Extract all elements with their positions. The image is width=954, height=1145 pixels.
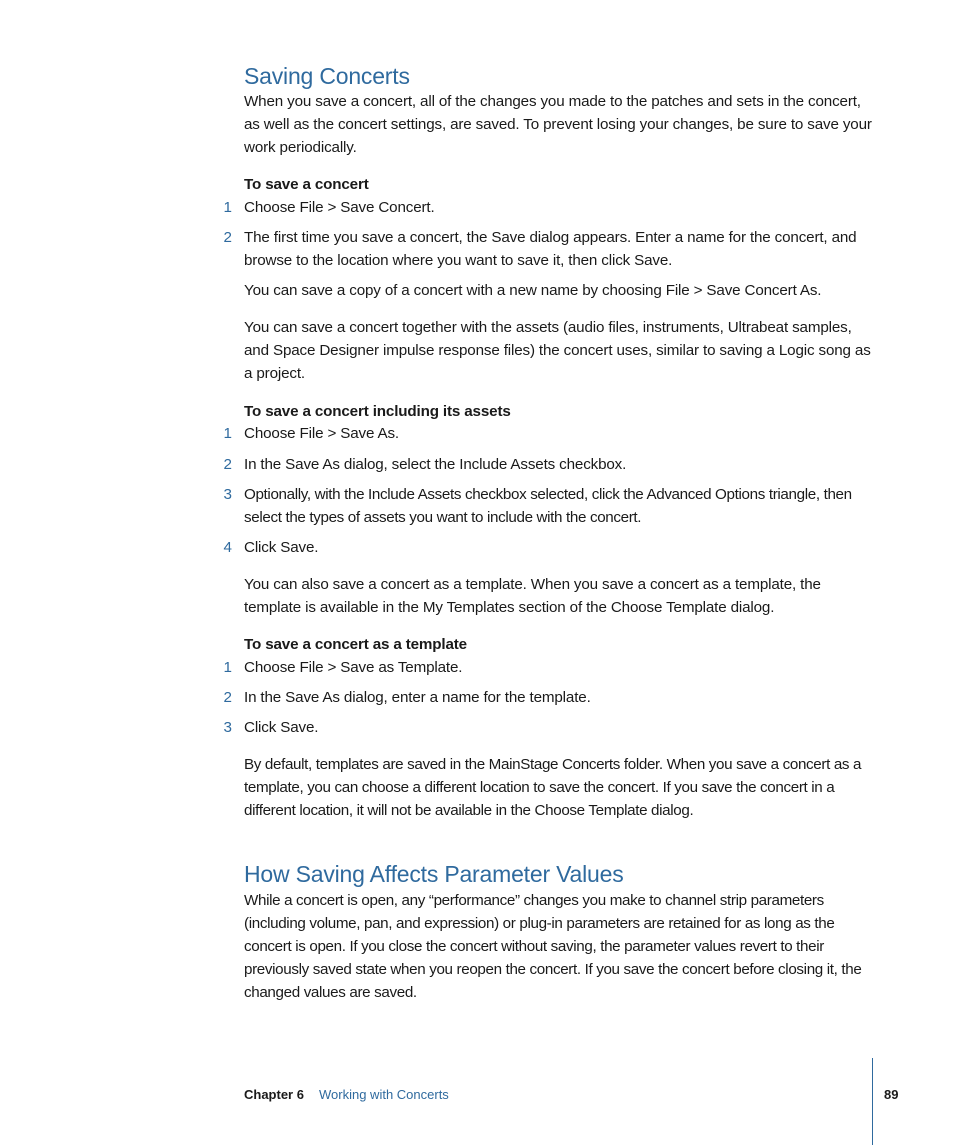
step-text: In the Save As dialog, enter a name for the template. xyxy=(244,689,591,706)
step-text: Choose File > Save As. xyxy=(244,425,399,442)
intro-paragraph: When you save a concert, all of the changes you made to the patches and sets in the concert, as well as the concert settings, are saved. To prevent losing your changes, be sure to save your work periodically. xyxy=(244,93,872,156)
task-title-save-with-assets: To save a concert including its assets xyxy=(244,403,511,420)
footer-chapter-title: Working with Concerts xyxy=(319,1087,449,1102)
step-text: In the Save As dialog, select the Include Assets checkbox. xyxy=(244,456,627,473)
step-text: The first time you save a concert, the Save dialog appears. Enter a name for the concert, and browse to the location where you want to save it, then click Save. xyxy=(244,229,857,269)
section-heading-saving-concerts: Saving Concerts xyxy=(244,63,410,89)
assets-intro-paragraph: You can save a concert together with the assets (audio files, instruments, Ultrabeat samples, and Space Designer impulse response files) the concert uses, similar to saving a Logic song as a project. xyxy=(244,319,871,382)
step-number: 3 xyxy=(223,719,232,736)
step-number: 2 xyxy=(223,689,232,706)
template-intro-paragraph: You can also save a concert as a template. When you save a concert as a template, the template is available in the My Templates section of the Choose Template dialog. xyxy=(244,576,821,616)
step-number: 2 xyxy=(223,456,232,473)
task-title-save-concert: To save a concert xyxy=(244,176,369,193)
step-number: 1 xyxy=(223,199,232,216)
step-note: You can save a copy of a concert with a new name by choosing File > Save Concert As. xyxy=(244,282,822,299)
page-number: 89 xyxy=(884,1087,899,1102)
step-number: 1 xyxy=(223,425,232,442)
step-text: Choose File > Save as Template. xyxy=(244,659,463,676)
task-title-save-as-template: To save a concert as a template xyxy=(244,636,467,653)
footer-divider xyxy=(872,1058,873,1145)
step-number: 1 xyxy=(223,659,232,676)
step-text: Choose File > Save Concert. xyxy=(244,199,435,216)
step-text: Click Save. xyxy=(244,539,319,556)
step-number: 4 xyxy=(223,539,232,556)
template-note-paragraph: By default, templates are saved in the MainStage Concerts folder. When you save a concert as a template, you can choose a different location to save the concert. If you save the concert in a different location, it will not be available in the Choose Template dialog. xyxy=(244,756,862,819)
step-text: Click Save. xyxy=(244,719,319,736)
parameter-values-paragraph: While a concert is open, any “performance” changes you make to channel strip parameters (including volume, pan, and expression) or plug-in parameters are retained for as long as the concert is open. If you close the concert without saving, the parameter values revert to their previously saved state when you reopen the concert. If you save the concert before closing it, the changed values are saved. xyxy=(244,892,862,1001)
step-text: Optionally, with the Include Assets checkbox selected, click the Advanced Options triangle, then select the types of assets you want to include with the concert. xyxy=(244,486,852,526)
step-number: 2 xyxy=(223,229,232,246)
section-heading-parameter-values: How Saving Affects Parameter Values xyxy=(244,861,624,887)
step-number: 3 xyxy=(223,486,232,503)
footer-chapter-label: Chapter 6 xyxy=(244,1087,304,1102)
